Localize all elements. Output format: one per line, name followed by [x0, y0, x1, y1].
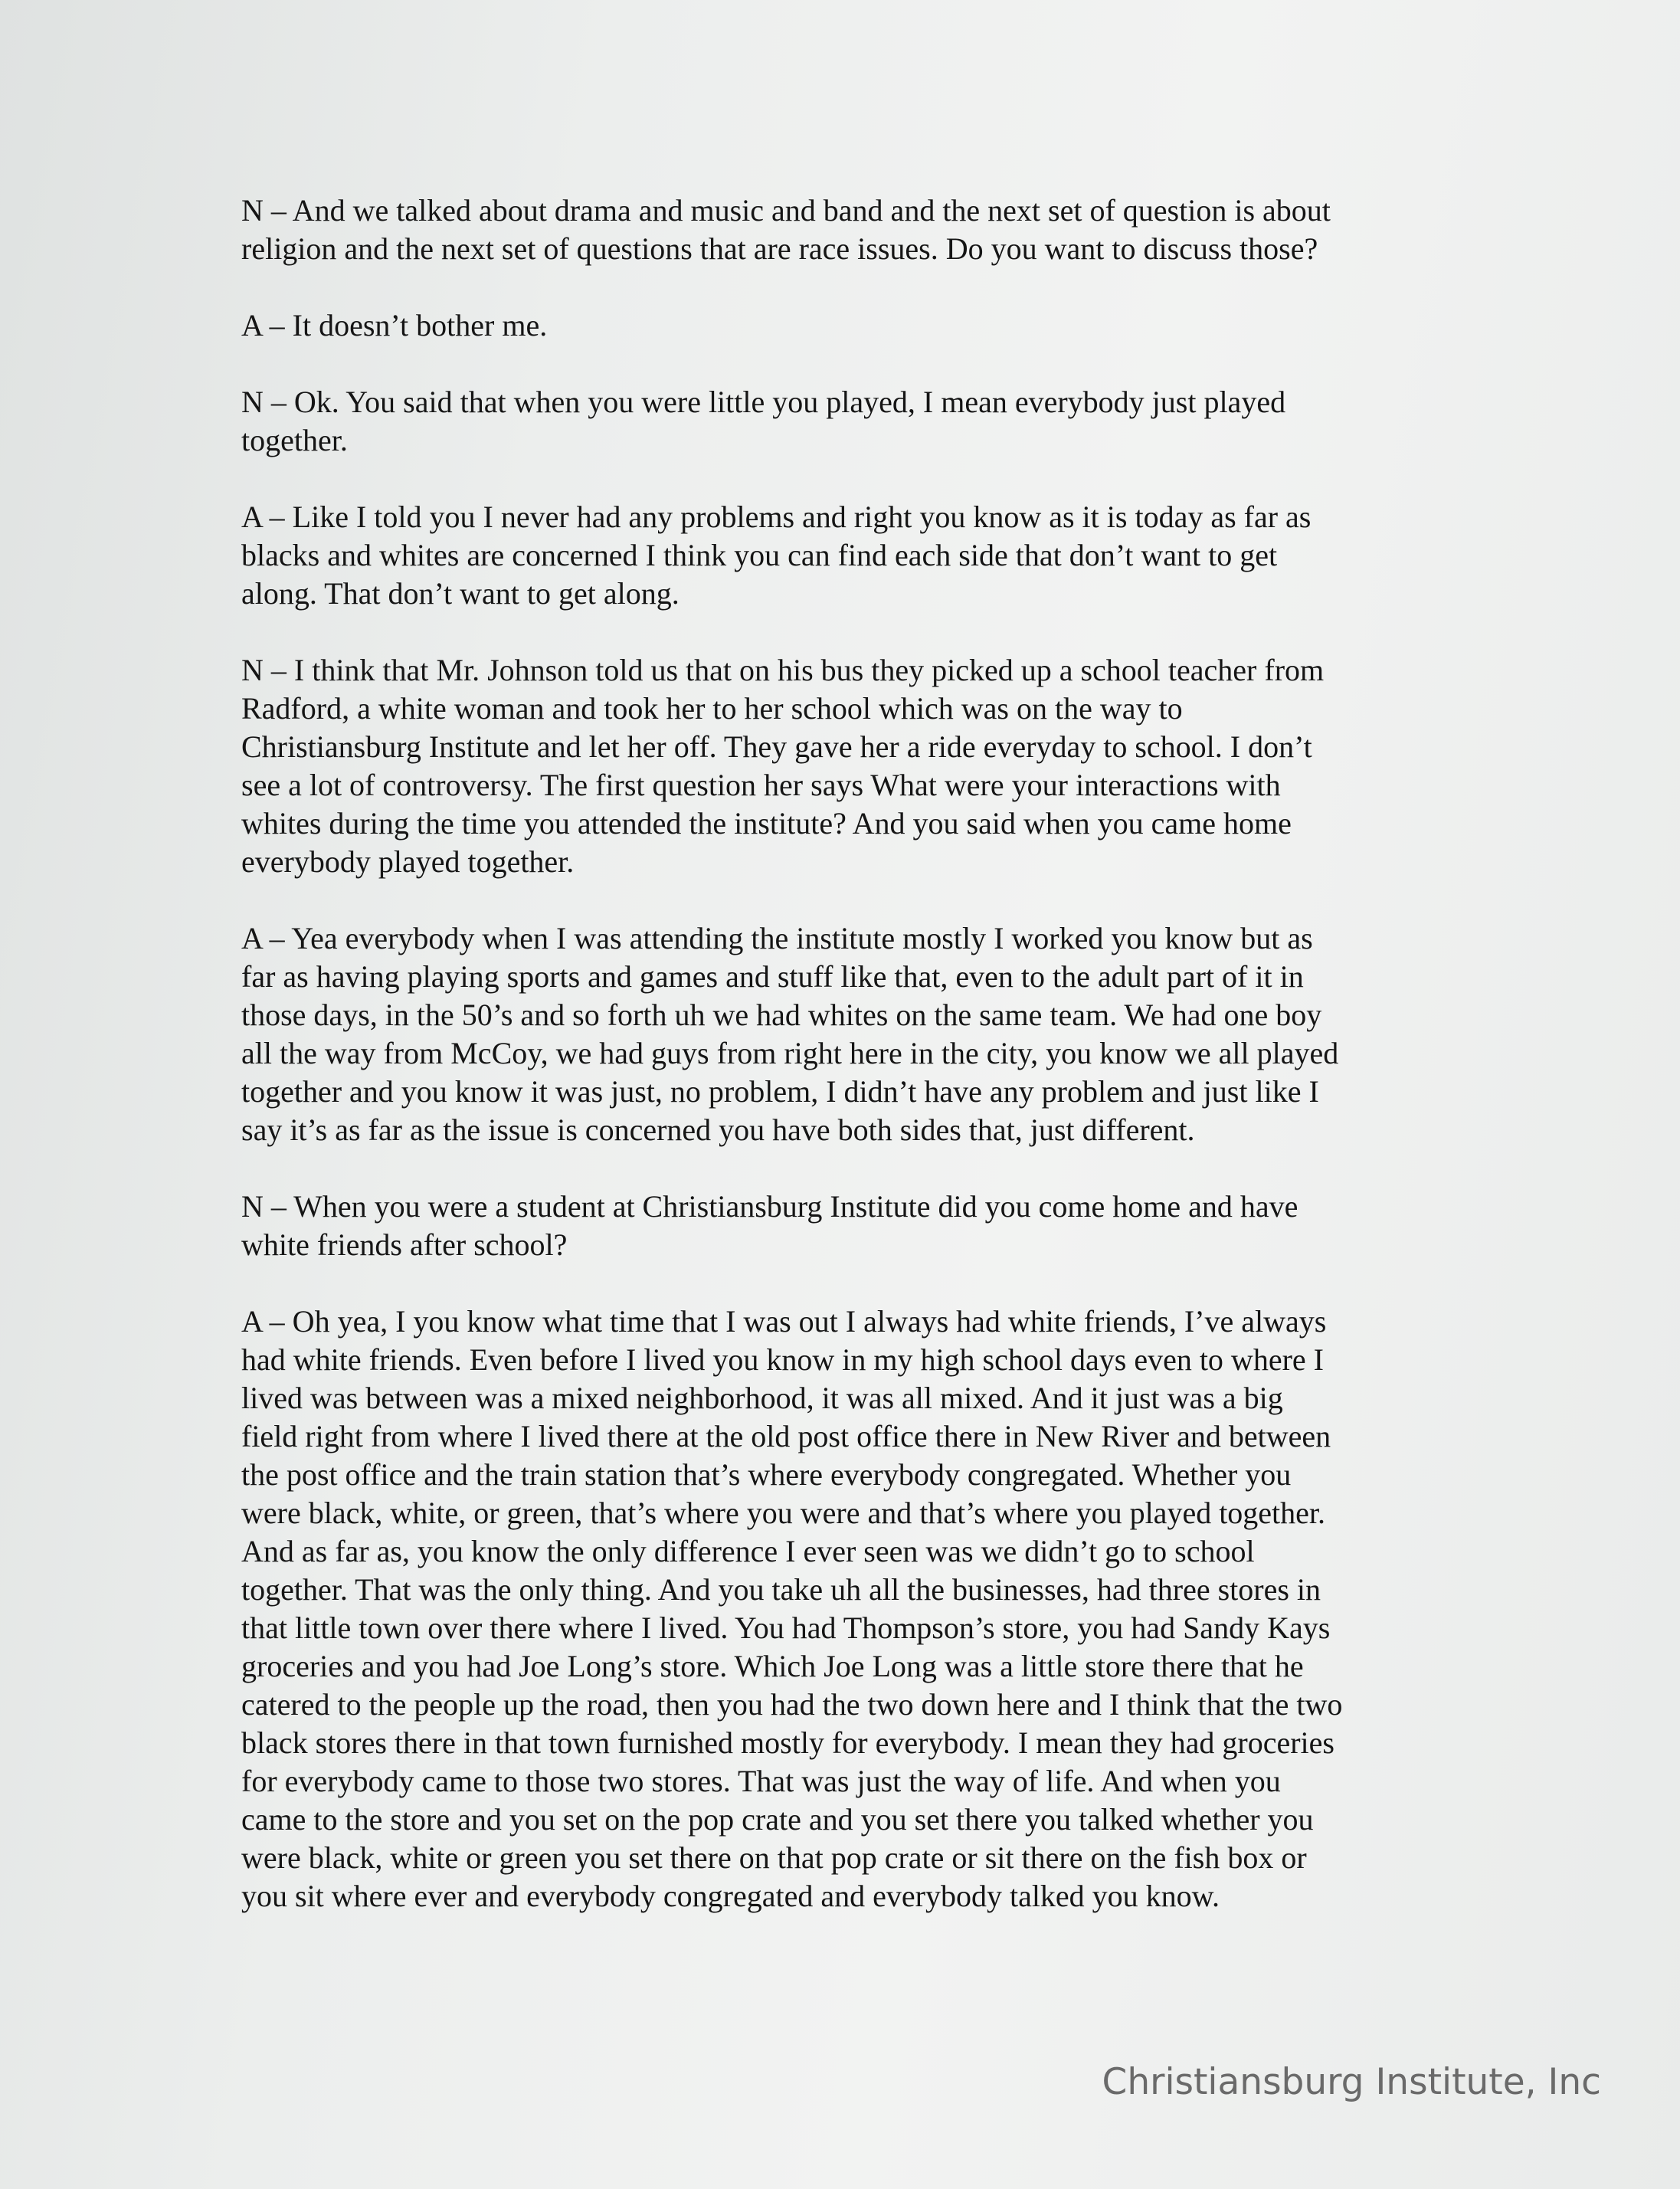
transcript-paragraph: N – Ok. You said that when you were little you played, I mean everybody just played together. [241, 385, 1286, 457]
transcript-paragraph: N – I think that Mr. Johnson told us that on his bus they picked up a school teacher from Radford, a white woman and took her to her school which was on the way to Christiansburg Institute and let her off. They gave her a ride everyday to school. I don’t see a lot of controversy. The first question her says What were your interactions with whites during the time you attended the institute? And you said when you came home everybody played together. [241, 653, 1325, 879]
transcript-paragraph: N – And we talked about drama and music and band and the next set of question is about religion and the next set of questions that are race issues. Do you want to discuss those? [241, 193, 1331, 266]
transcript-paragraph: A – Yea everybody when I was attending the institute mostly I worked you know but as far as having playing sports and games and stuff like that, even to the adult part of it in those days, in the 50’s and so forth uh we had whites on the same team. We had one boy all the way from McCoy, we had guys from right here in the city, you know we all played together and you know it was just, no problem, I didn’t have any problem and just like I say it’s as far as the issue is concerned you have both sides that, just different. [241, 921, 1339, 1147]
transcript-paragraph: A – It doesn’t bother me. [241, 308, 548, 342]
transcript-paragraph: A – Like I told you I never had any problems and right you know as it is today as far as blacks and whites are concerned I think you can find each side that don’t want to get along. That don’t want to get along. [241, 500, 1312, 611]
interview-transcript [241, 192, 1498, 1954]
transcript-paragraph: A – Oh yea, I you know what time that I was out I always had white friends, I’ve always had white friends. Even before I lived you know in my high school days even to where I lived was between was a mixed neighborhood, it was all mixed. And it just was a big field right from where I lived there at the old post office there in New River and between the post office and the train station that’s where everybody congregated. Whether you were black, white, or green, that’s where you were and that’s where you played together. And as far as, you know the only difference I ever seen was we didn’t go to school together. That was the only thing. And you take uh all the businesses, had three stores in that little town over there where I lived. You had Thompson’s store, you had Sandy Kays groceries and you had Joe Long’s store. Which Joe Long was a little store there that he catered to the people up the road, then you had the two down here and I think that the two black stores there in that town furnished mostly for everybody. I mean they had groceries for everybody came to those two stores. That was just the way of life. And when you came to the store and you set on the pop crate and you set there you talked whether you were black, white or green you set there on that pop crate or sit there on the fish box or you sit where ever and everybody congregated and everybody talked you know. [241, 1304, 1343, 1913]
transcript-paragraph: N – When you were a student at Christiansburg Institute did you come home and have white friends after school? [241, 1189, 1298, 1262]
watermark-text: Christiansburg Institute, Inc [1102, 2061, 1601, 2103]
